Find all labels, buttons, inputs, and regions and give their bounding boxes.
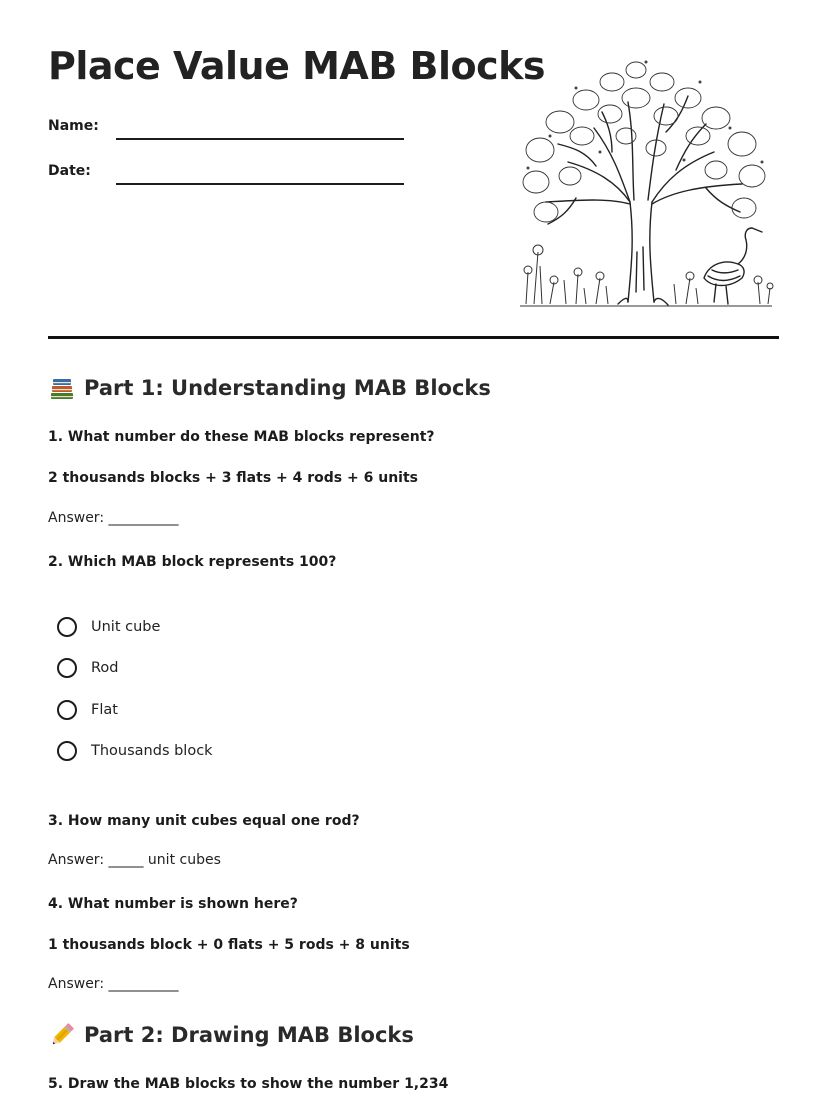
question-4: 4. What number is shown here? <box>48 896 298 912</box>
radio-button[interactable] <box>57 741 77 761</box>
part1-heading <box>48 374 491 402</box>
question-4-detail: 1 thousands block + 0 flats + 5 rods + 8 units <box>48 937 410 953</box>
option-rod[interactable] <box>57 658 119 678</box>
name-field[interactable] <box>116 138 404 140</box>
page-title: Place Value MAB Blocks <box>48 44 546 88</box>
radio-button[interactable] <box>57 658 77 678</box>
part2-heading <box>48 1021 414 1049</box>
question-3: 3. How many unit cubes equal one rod? <box>48 813 360 829</box>
question-4-answer[interactable]: Answer: __________ <box>48 976 179 992</box>
question-1-answer[interactable]: Answer: __________ <box>48 510 179 526</box>
option-label: Rod <box>91 660 119 676</box>
option-label: Thousands block <box>91 743 213 759</box>
question-2: 2. Which MAB block represents 100? <box>48 554 337 570</box>
pencil-emoji-icon <box>48 1021 76 1049</box>
option-thousands-block[interactable] <box>57 741 213 761</box>
option-unit-cube[interactable] <box>57 617 160 637</box>
option-label: Flat <box>91 702 118 718</box>
header-divider <box>48 336 779 339</box>
option-flat[interactable] <box>57 700 118 720</box>
part1-title: Part 1: Understanding MAB Blocks <box>84 376 491 400</box>
radio-button[interactable] <box>57 617 77 637</box>
question-1-detail: 2 thousands blocks + 3 flats + 4 rods + 6 units <box>48 470 418 486</box>
question-5: 5. Draw the MAB blocks to show the number 1,234 <box>48 1076 449 1092</box>
name-label: Name: <box>48 118 99 134</box>
question-3-answer[interactable]: Answer: _____ unit cubes <box>48 852 221 868</box>
date-label: Date: <box>48 163 91 179</box>
books-emoji-icon <box>48 374 76 402</box>
option-label: Unit cube <box>91 619 161 635</box>
question-1: 1. What number do these MAB blocks represent? <box>48 429 435 445</box>
date-field[interactable] <box>116 183 404 185</box>
radio-button[interactable] <box>57 700 77 720</box>
part2-title: Part 2: Drawing MAB Blocks <box>84 1023 414 1047</box>
tree-and-heron-illustration <box>516 52 776 314</box>
